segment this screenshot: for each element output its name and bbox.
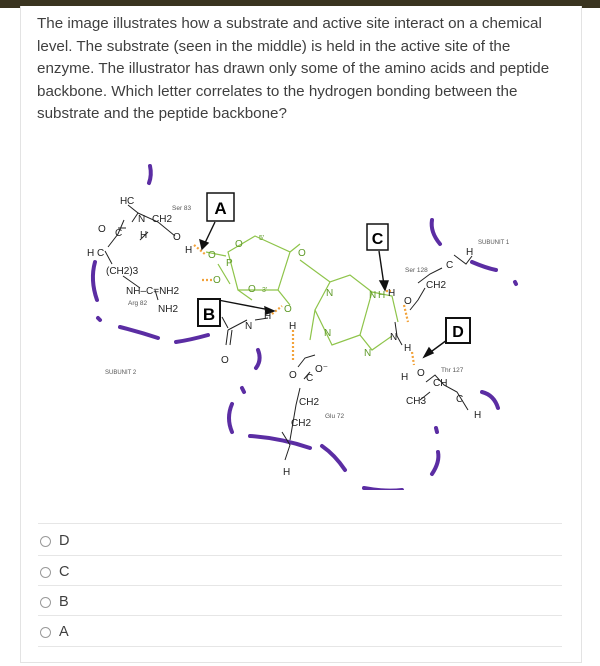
radio-c[interactable] xyxy=(40,567,51,578)
atom-nh-c-nh2: NH–C=NH2 xyxy=(126,286,180,297)
radio-a[interactable] xyxy=(40,627,51,638)
atom-h: H xyxy=(185,245,193,256)
atom-o: O xyxy=(173,232,181,243)
atom-h: H xyxy=(404,343,412,354)
atom-c: C xyxy=(115,228,123,239)
option-divider xyxy=(38,646,562,647)
label-arg82: Arg 82 xyxy=(128,300,148,307)
box-c-label: C xyxy=(371,231,384,248)
atom-h: H xyxy=(264,311,272,322)
atom-ch2: CH2 xyxy=(426,280,447,291)
enzyme-substrate-diagram xyxy=(60,150,540,490)
atom-ch: CH xyxy=(433,378,448,389)
atom-nh2: NH2 xyxy=(158,304,179,315)
atom-ch2-3: (CH2)3 xyxy=(106,266,139,277)
option-a[interactable] xyxy=(40,618,69,646)
option-b[interactable] xyxy=(40,588,69,616)
atom-o: O xyxy=(235,239,243,250)
label-ser128: Ser 128 xyxy=(405,267,428,274)
atom-n: N xyxy=(364,348,372,359)
option-c-label: C xyxy=(59,564,70,580)
atom-h: H xyxy=(283,467,291,478)
option-a-label: A xyxy=(59,624,69,640)
atom-n: N xyxy=(245,321,253,332)
atom-h: H xyxy=(401,372,409,383)
atom-o: O xyxy=(417,368,425,379)
atom-n: N xyxy=(324,328,332,339)
radio-d[interactable] xyxy=(40,536,51,547)
atom-h: H xyxy=(289,321,297,332)
atom-ch2: CH2 xyxy=(152,214,173,225)
radio-b[interactable] xyxy=(40,597,51,608)
atom-c: C xyxy=(456,394,464,405)
box-c xyxy=(367,224,388,250)
box-a xyxy=(207,193,234,221)
label-glu72: Glu 72 xyxy=(325,413,345,420)
box-d-label: D xyxy=(452,324,464,341)
atom-c: C xyxy=(97,248,105,259)
option-divider xyxy=(38,615,562,616)
atom-h: H xyxy=(120,196,128,207)
atom-o-minus: O⁻ xyxy=(315,364,329,375)
atom-ch2: CH2 xyxy=(291,418,312,429)
box-b-label: B xyxy=(202,305,216,324)
atom-o: O xyxy=(404,296,412,307)
atom-ch3: CH3 xyxy=(406,396,427,407)
atom-c: C xyxy=(446,260,454,271)
box-b xyxy=(198,299,220,326)
atom-p: P xyxy=(226,258,233,269)
atom-o: O xyxy=(208,250,216,261)
atom-n: N xyxy=(138,214,146,225)
box-a-label: A xyxy=(214,199,227,218)
option-b-label: B xyxy=(59,594,69,610)
option-divider xyxy=(38,585,562,586)
label-subunit-2: SUBUNIT 2 xyxy=(105,370,137,376)
box-d xyxy=(446,318,470,343)
atom-h: H xyxy=(140,230,148,241)
atom-h: H xyxy=(466,247,474,258)
atom-h: H xyxy=(474,410,482,421)
option-divider xyxy=(38,523,562,524)
option-divider xyxy=(38,555,562,556)
label-thr127: Thr 127 xyxy=(441,367,464,374)
option-d[interactable] xyxy=(40,527,69,555)
atom-o: O xyxy=(284,304,292,315)
atom-o: O xyxy=(289,370,297,381)
atom-n: N xyxy=(326,288,334,299)
atom-o: O xyxy=(98,224,106,235)
atom-o: O xyxy=(248,284,256,295)
atom-c: C xyxy=(127,196,135,207)
label-subunit-1: SUBUNIT 1 xyxy=(478,240,510,246)
atom-o: O xyxy=(221,355,229,366)
atom-n: N xyxy=(390,332,398,343)
atom-o: O xyxy=(213,275,221,286)
atom-ch2: CH2 xyxy=(299,397,320,408)
atom-h: H xyxy=(378,290,386,301)
option-c[interactable] xyxy=(40,558,69,586)
atom-3-prime: 3' xyxy=(262,287,268,294)
skeletal-bonds xyxy=(105,205,472,460)
atom-o: O xyxy=(298,248,306,259)
option-d-label: D xyxy=(59,533,70,549)
question-text: The image illustrates how a substrate and active site interact on a chemical level. The substrate (seen in the middle) is held in the active site of the enzyme. The illustrator has drawn only some of the amino acids and peptide backbone. Which letter correlates to the hydrogen bonding between the substrate and the peptide backbone? xyxy=(37,15,550,123)
atom-n: N xyxy=(369,290,377,301)
atom-h: H xyxy=(388,288,396,299)
atom-c: C xyxy=(306,373,314,384)
label-ser83: Ser 83 xyxy=(172,205,192,212)
atom-5-prime: 5' xyxy=(259,235,265,242)
atom-h: H xyxy=(87,248,95,259)
